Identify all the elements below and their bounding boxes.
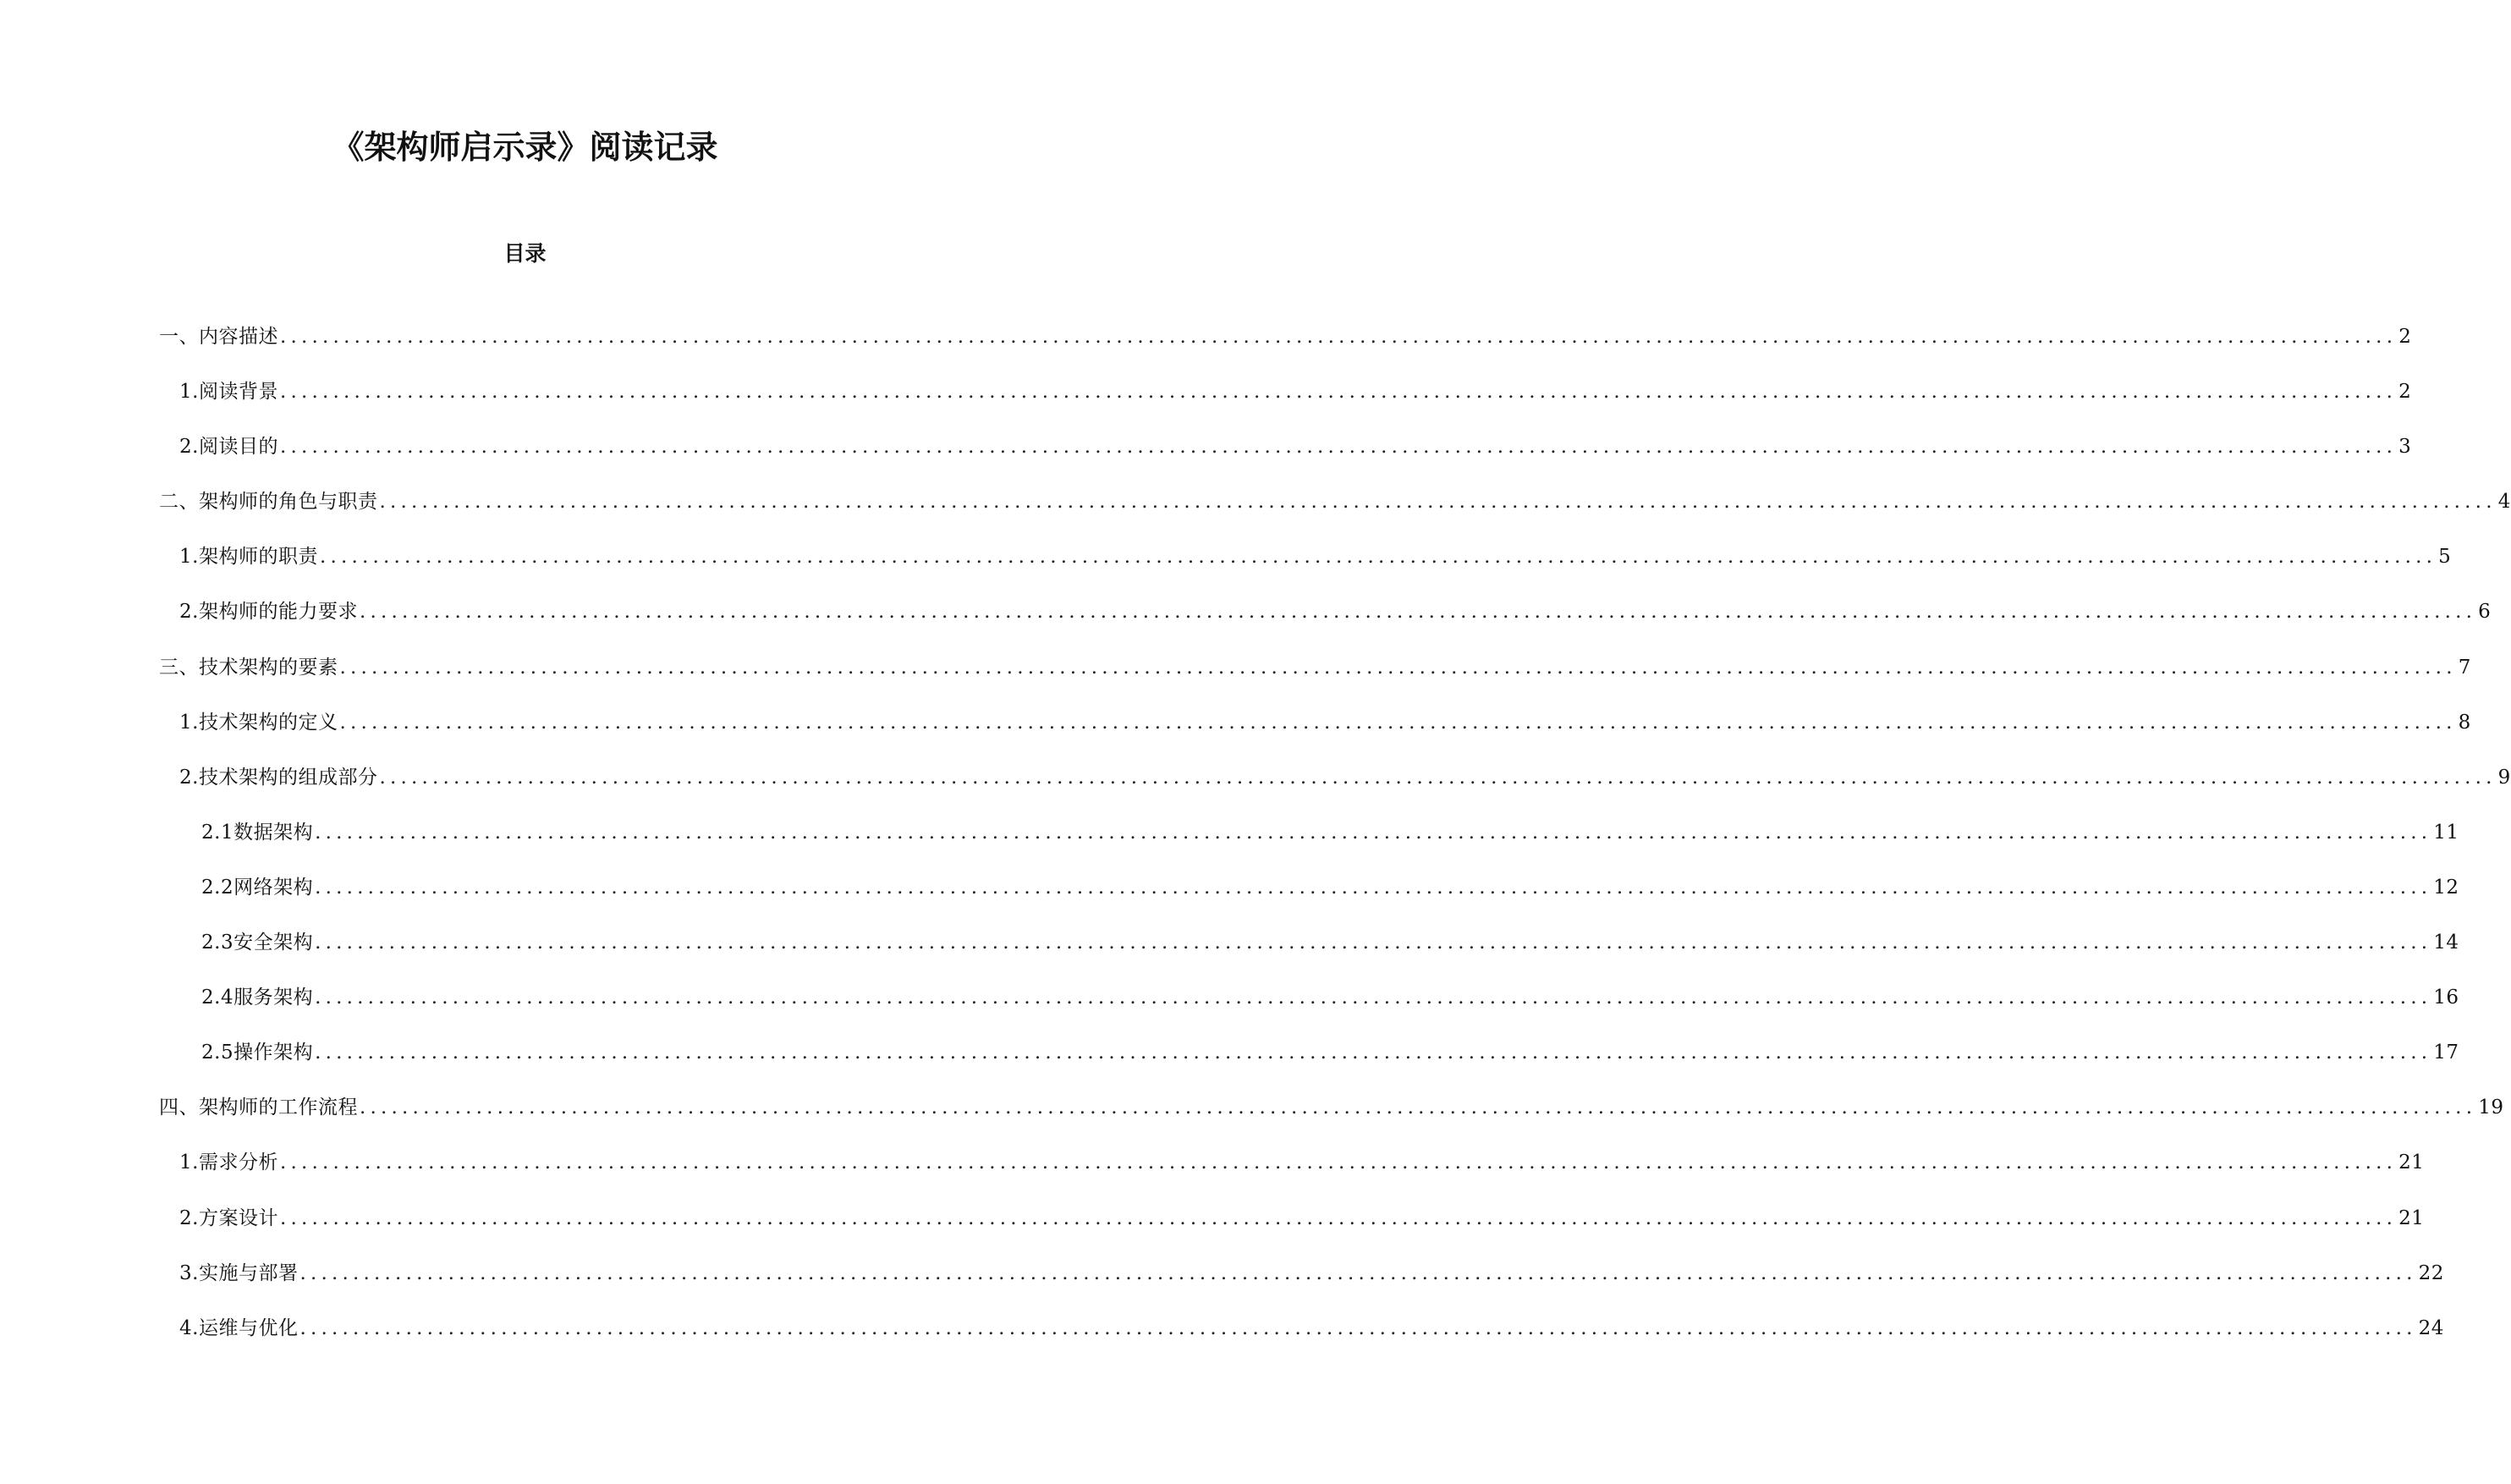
toc-entry[interactable] bbox=[0, 599, 2492, 654]
toc-leader-dots: ........................................................................................................................................................................................................ bbox=[315, 987, 2432, 1009]
toc-page-number: 7 bbox=[2458, 656, 2471, 679]
toc-entry-title: 技术架构的组成部分 bbox=[198, 766, 378, 789]
toc-page-number: 8 bbox=[2458, 711, 2471, 734]
toc-leader-dots: ........................................................................................................................................................................................................ bbox=[379, 766, 2497, 789]
toc-entry[interactable] bbox=[0, 1261, 2444, 1316]
toc-leader-dots: ........................................................................................................................................................................................................ bbox=[279, 381, 2398, 404]
toc-entry-title: 网络架构 bbox=[234, 876, 314, 899]
toc-entry-title: 需求分析 bbox=[198, 1151, 278, 1174]
document-title: 《架构师启示录》阅读记录 bbox=[332, 129, 718, 166]
toc-entry-number: 2.2 bbox=[201, 876, 234, 899]
toc-entry-title: 阅读目的 bbox=[198, 436, 278, 459]
toc-leader-dots: ........................................................................................................................................................................................................ bbox=[315, 1042, 2432, 1064]
toc-leader-dots: ........................................................................................................................................................................................................ bbox=[279, 1151, 2398, 1174]
toc-leader-dots: ........................................................................................................................................................................................................ bbox=[359, 601, 2477, 624]
toc-leader-dots: ........................................................................................................................................................................................................ bbox=[360, 1097, 2477, 1119]
toc-entry-number: 2.3 bbox=[201, 932, 234, 954]
toc-entry-title: 架构师的工作流程 bbox=[199, 1097, 358, 1119]
toc-entry-number: 2. bbox=[179, 766, 199, 789]
toc-entry-title: 架构师的角色与职责 bbox=[199, 491, 378, 514]
toc-entry[interactable] bbox=[0, 655, 2471, 710]
toc-entry-title: 数据架构 bbox=[234, 821, 314, 844]
toc-entry[interactable] bbox=[0, 875, 2459, 930]
toc-entry-number: 1. bbox=[179, 1151, 199, 1174]
toc-entry-number: 2. bbox=[179, 1206, 199, 1229]
toc-entry[interactable] bbox=[0, 544, 2452, 599]
toc-leader-dots: ........................................................................................................................................................................................................ bbox=[299, 1261, 2417, 1284]
toc-entry-number: 1. bbox=[179, 381, 199, 404]
toc-page-number: 6 bbox=[2478, 601, 2492, 624]
toc-entry[interactable] bbox=[0, 434, 2412, 489]
toc-heading: 目录 bbox=[503, 241, 547, 266]
toc-entry-number: 3. bbox=[179, 1261, 199, 1284]
toc-entry[interactable] bbox=[0, 324, 2412, 379]
toc-entry-number: 一、 bbox=[159, 326, 199, 348]
toc-entry[interactable] bbox=[0, 1095, 2504, 1150]
toc-entry-title: 服务架构 bbox=[234, 987, 314, 1009]
toc-entry-title: 技术架构的要素 bbox=[199, 656, 338, 679]
toc-page-number: 21 bbox=[2398, 1206, 2425, 1229]
toc-entry[interactable] bbox=[0, 930, 2459, 985]
toc-page-number: 22 bbox=[2418, 1261, 2444, 1284]
table-of-contents bbox=[0, 324, 2511, 1371]
toc-leader-dots: ........................................................................................................................................................................................................ bbox=[280, 326, 2398, 348]
toc-entry-title: 架构师的职责 bbox=[198, 546, 318, 569]
toc-page-number: 9 bbox=[2497, 766, 2511, 789]
toc-entry-title: 架构师的能力要求 bbox=[198, 601, 358, 624]
toc-entry[interactable] bbox=[0, 765, 2511, 820]
toc-leader-dots: ........................................................................................................................................................................................................ bbox=[315, 876, 2432, 899]
toc-entry-title: 实施与部署 bbox=[198, 1261, 299, 1284]
toc-leader-dots: ........................................................................................................................................................................................................ bbox=[339, 711, 2457, 734]
toc-page-number: 11 bbox=[2433, 821, 2459, 844]
toc-page-number: 14 bbox=[2433, 932, 2459, 954]
toc-page-number: 16 bbox=[2433, 987, 2459, 1009]
toc-entry-title: 操作架构 bbox=[234, 1042, 314, 1064]
toc-entry-number: 四、 bbox=[159, 1097, 199, 1119]
toc-entry-number: 2.1 bbox=[201, 821, 234, 844]
toc-entry-title: 安全架构 bbox=[234, 932, 314, 954]
toc-entry-number: 4. bbox=[179, 1316, 199, 1339]
toc-leader-dots: ........................................................................................................................................................................................................ bbox=[315, 932, 2432, 954]
toc-entry[interactable] bbox=[0, 1040, 2459, 1095]
toc-entry-title: 方案设计 bbox=[198, 1206, 278, 1229]
toc-page-number: 5 bbox=[2438, 546, 2452, 569]
toc-entry[interactable] bbox=[0, 1316, 2444, 1371]
toc-page-number: 17 bbox=[2433, 1042, 2459, 1064]
toc-page-number: 2 bbox=[2398, 381, 2412, 404]
toc-entry-number: 1. bbox=[179, 711, 199, 734]
toc-page-number: 4 bbox=[2497, 491, 2511, 514]
toc-entry-number: 三、 bbox=[159, 656, 199, 679]
toc-entry[interactable] bbox=[0, 710, 2471, 765]
toc-page-number: 21 bbox=[2398, 1151, 2425, 1174]
toc-entry[interactable] bbox=[0, 1150, 2425, 1205]
toc-leader-dots: ........................................................................................................................................................................................................ bbox=[315, 821, 2432, 844]
toc-page-number: 19 bbox=[2478, 1097, 2504, 1119]
toc-entry[interactable] bbox=[0, 379, 2412, 434]
toc-entry-title: 阅读背景 bbox=[198, 381, 278, 404]
toc-entry-title: 内容描述 bbox=[199, 326, 278, 348]
toc-leader-dots: ........................................................................................................................................................................................................ bbox=[379, 491, 2497, 514]
toc-page-number: 24 bbox=[2418, 1316, 2444, 1339]
toc-entry-number: 二、 bbox=[159, 491, 199, 514]
toc-entry[interactable] bbox=[0, 985, 2459, 1040]
toc-entry-number: 1. bbox=[179, 546, 199, 569]
toc-entry-title: 运维与优化 bbox=[198, 1316, 299, 1339]
toc-leader-dots: ........................................................................................................................................................................................................ bbox=[279, 436, 2398, 459]
toc-page-number: 3 bbox=[2398, 436, 2412, 459]
toc-entry[interactable] bbox=[0, 489, 2511, 544]
toc-entry[interactable] bbox=[0, 820, 2459, 875]
toc-leader-dots: ........................................................................................................................................................................................................ bbox=[319, 546, 2437, 569]
toc-leader-dots: ........................................................................................................................................................................................................ bbox=[299, 1316, 2417, 1339]
toc-entry-title: 技术架构的定义 bbox=[198, 711, 338, 734]
toc-entry-number: 2. bbox=[179, 436, 199, 459]
toc-entry-number: 2.5 bbox=[201, 1042, 234, 1064]
toc-page-number: 12 bbox=[2433, 876, 2459, 899]
toc-entry-number: 2. bbox=[179, 601, 199, 624]
toc-entry[interactable] bbox=[0, 1206, 2425, 1261]
toc-leader-dots: ........................................................................................................................................................................................................ bbox=[279, 1206, 2398, 1229]
toc-page-number: 2 bbox=[2398, 326, 2412, 348]
toc-entry-number: 2.4 bbox=[201, 987, 234, 1009]
toc-leader-dots: ........................................................................................................................................................................................................ bbox=[339, 656, 2457, 679]
